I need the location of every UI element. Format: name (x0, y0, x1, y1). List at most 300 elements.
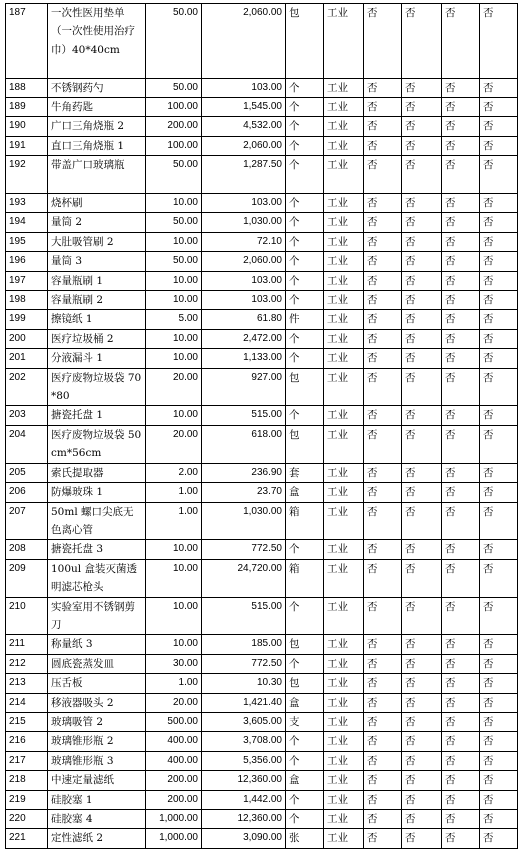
table-row (6, 712, 518, 731)
cell-flag-2: 否 (402, 310, 442, 329)
cell-unit: 套 (286, 463, 324, 482)
cell-unit: 个 (286, 136, 324, 155)
table-row (6, 483, 518, 502)
cell-category: 工业 (324, 117, 364, 136)
cell-unit: 个 (286, 597, 324, 635)
cell-unit: 个 (286, 810, 324, 829)
cell-quantity: 200.00 (146, 117, 202, 136)
cell-amount: 1,287.50 (202, 156, 286, 194)
cell-unit: 个 (286, 194, 324, 213)
cell-amount: 3,708.00 (202, 732, 286, 751)
cell-item-name: 100ul 盒装灭菌透明滤芯枪头 (48, 559, 146, 597)
cell-unit: 包 (286, 674, 324, 693)
cell-flag-3: 否 (442, 463, 480, 482)
cell-flag-3: 否 (442, 98, 480, 117)
cell-quantity: 20.00 (146, 368, 202, 406)
cell-category: 工业 (324, 674, 364, 693)
cell-quantity: 100.00 (146, 98, 202, 117)
cell-flag-1: 否 (364, 194, 402, 213)
cell-amount: 1,133.00 (202, 349, 286, 368)
cell-flag-4: 否 (480, 98, 518, 117)
cell-row-number: 209 (6, 559, 48, 597)
cell-flag-1: 否 (364, 156, 402, 194)
cell-flag-2: 否 (402, 117, 442, 136)
cell-item-name: 防爆玻珠 1 (48, 483, 146, 502)
cell-category: 工业 (324, 194, 364, 213)
cell-flag-4: 否 (480, 194, 518, 213)
cell-flag-1: 否 (364, 751, 402, 770)
cell-item-name: 压舌板 (48, 674, 146, 693)
table-row (6, 559, 518, 597)
cell-item-name: 圆底瓷蒸发皿 (48, 654, 146, 673)
cell-row-number: 211 (6, 635, 48, 654)
cell-item-name: 擦镜纸 1 (48, 310, 146, 329)
cell-flag-2: 否 (402, 156, 442, 194)
cell-amount: 927.00 (202, 368, 286, 406)
table-row (6, 252, 518, 271)
cell-flag-3: 否 (442, 483, 480, 502)
cell-unit: 个 (286, 349, 324, 368)
cell-row-number: 196 (6, 252, 48, 271)
cell-quantity: 100.00 (146, 136, 202, 155)
cell-flag-2: 否 (402, 463, 442, 482)
cell-unit: 包 (286, 425, 324, 463)
cell-flag-3: 否 (442, 654, 480, 673)
cell-flag-4: 否 (480, 790, 518, 809)
cell-item-name: 烧杯刷 (48, 194, 146, 213)
cell-quantity: 1.00 (146, 502, 202, 540)
cell-amount: 515.00 (202, 597, 286, 635)
cell-flag-1: 否 (364, 98, 402, 117)
cell-item-name: 分液漏斗 1 (48, 349, 146, 368)
cell-unit: 个 (286, 78, 324, 97)
cell-flag-3: 否 (442, 425, 480, 463)
cell-flag-2: 否 (402, 502, 442, 540)
cell-flag-1: 否 (364, 635, 402, 654)
cell-item-name: 医疗废物垃圾袋 50cm*56cm (48, 425, 146, 463)
cell-flag-1: 否 (364, 329, 402, 348)
cell-flag-1: 否 (364, 771, 402, 790)
cell-flag-1: 否 (364, 502, 402, 540)
cell-unit: 个 (286, 732, 324, 751)
cell-amount: 1,421.40 (202, 693, 286, 712)
cell-quantity: 10.00 (146, 597, 202, 635)
cell-amount: 515.00 (202, 406, 286, 425)
cell-flag-4: 否 (480, 425, 518, 463)
cell-flag-3: 否 (442, 310, 480, 329)
table-row (6, 674, 518, 693)
cell-item-name: 量筒 2 (48, 213, 146, 232)
cell-category: 工业 (324, 790, 364, 809)
cell-flag-3: 否 (442, 406, 480, 425)
cell-flag-4: 否 (480, 406, 518, 425)
cell-flag-2: 否 (402, 368, 442, 406)
table-row (6, 4, 518, 79)
cell-unit: 箱 (286, 502, 324, 540)
cell-unit: 件 (286, 310, 324, 329)
cell-quantity: 10.00 (146, 271, 202, 290)
cell-flag-2: 否 (402, 810, 442, 829)
cell-flag-4: 否 (480, 674, 518, 693)
cell-unit: 个 (286, 329, 324, 348)
cell-category: 工业 (324, 483, 364, 502)
cell-category: 工业 (324, 349, 364, 368)
cell-flag-2: 否 (402, 98, 442, 117)
cell-row-number: 190 (6, 117, 48, 136)
cell-amount: 12,360.00 (202, 810, 286, 829)
cell-amount: 103.00 (202, 291, 286, 310)
cell-item-name: 玻璃锥形瓶 3 (48, 751, 146, 770)
cell-category: 工业 (324, 4, 364, 79)
table-row (6, 349, 518, 368)
cell-flag-4: 否 (480, 310, 518, 329)
cell-flag-2: 否 (402, 751, 442, 770)
cell-flag-4: 否 (480, 368, 518, 406)
cell-flag-1: 否 (364, 117, 402, 136)
cell-item-name: 带盖广口玻璃瓶 (48, 156, 146, 194)
table-row (6, 329, 518, 348)
cell-flag-1: 否 (364, 406, 402, 425)
cell-flag-2: 否 (402, 232, 442, 251)
cell-flag-1: 否 (364, 829, 402, 848)
cell-quantity: 50.00 (146, 252, 202, 271)
table-row (6, 156, 518, 194)
cell-row-number: 216 (6, 732, 48, 751)
cell-item-name: 玻璃吸管 2 (48, 712, 146, 731)
cell-flag-3: 否 (442, 751, 480, 770)
cell-flag-4: 否 (480, 829, 518, 848)
cell-flag-3: 否 (442, 329, 480, 348)
cell-category: 工业 (324, 597, 364, 635)
cell-amount: 3,605.00 (202, 712, 286, 731)
cell-row-number: 221 (6, 829, 48, 848)
cell-flag-2: 否 (402, 291, 442, 310)
cell-row-number: 195 (6, 232, 48, 251)
cell-category: 工业 (324, 693, 364, 712)
cell-flag-2: 否 (402, 406, 442, 425)
cell-row-number: 204 (6, 425, 48, 463)
cell-quantity: 10.00 (146, 559, 202, 597)
cell-amount: 5,356.00 (202, 751, 286, 770)
cell-unit: 个 (286, 98, 324, 117)
cell-amount: 23.70 (202, 483, 286, 502)
cell-quantity: 10.00 (146, 349, 202, 368)
cell-category: 工业 (324, 810, 364, 829)
cell-flag-4: 否 (480, 559, 518, 597)
cell-unit: 个 (286, 213, 324, 232)
cell-flag-4: 否 (480, 810, 518, 829)
cell-amount: 772.50 (202, 540, 286, 559)
cell-flag-3: 否 (442, 732, 480, 751)
cell-row-number: 218 (6, 771, 48, 790)
cell-quantity: 200.00 (146, 771, 202, 790)
cell-category: 工业 (324, 136, 364, 155)
cell-flag-2: 否 (402, 790, 442, 809)
cell-row-number: 197 (6, 271, 48, 290)
cell-unit: 个 (286, 252, 324, 271)
cell-item-name: 实验室用不锈钢剪刀 (48, 597, 146, 635)
cell-category: 工业 (324, 425, 364, 463)
cell-flag-1: 否 (364, 463, 402, 482)
cell-flag-3: 否 (442, 117, 480, 136)
cell-quantity: 400.00 (146, 751, 202, 770)
cell-category: 工业 (324, 291, 364, 310)
cell-flag-2: 否 (402, 712, 442, 731)
cell-flag-4: 否 (480, 654, 518, 673)
cell-flag-4: 否 (480, 117, 518, 136)
cell-item-name: 医疗废物垃圾袋 70*80 (48, 368, 146, 406)
cell-unit: 个 (286, 117, 324, 136)
cell-flag-4: 否 (480, 751, 518, 770)
table-row (6, 540, 518, 559)
cell-item-name: 中速定量滤纸 (48, 771, 146, 790)
cell-quantity: 30.00 (146, 654, 202, 673)
cell-flag-2: 否 (402, 559, 442, 597)
cell-row-number: 203 (6, 406, 48, 425)
cell-flag-4: 否 (480, 291, 518, 310)
cell-amount: 1,030.00 (202, 502, 286, 540)
cell-row-number: 187 (6, 4, 48, 79)
cell-flag-3: 否 (442, 559, 480, 597)
cell-row-number: 219 (6, 790, 48, 809)
cell-quantity: 200.00 (146, 790, 202, 809)
cell-flag-3: 否 (442, 790, 480, 809)
cell-flag-3: 否 (442, 194, 480, 213)
cell-flag-2: 否 (402, 540, 442, 559)
cell-flag-4: 否 (480, 693, 518, 712)
cell-flag-2: 否 (402, 349, 442, 368)
cell-unit: 张 (286, 829, 324, 848)
cell-item-name: 索氏提取器 (48, 463, 146, 482)
cell-item-name: 大肚吸管刷 2 (48, 232, 146, 251)
cell-unit: 个 (286, 406, 324, 425)
cell-flag-4: 否 (480, 136, 518, 155)
cell-unit: 支 (286, 712, 324, 731)
cell-flag-1: 否 (364, 349, 402, 368)
cell-quantity: 10.00 (146, 232, 202, 251)
cell-row-number: 217 (6, 751, 48, 770)
cell-row-number: 213 (6, 674, 48, 693)
cell-unit: 个 (286, 271, 324, 290)
cell-row-number: 208 (6, 540, 48, 559)
cell-category: 工业 (324, 771, 364, 790)
cell-quantity: 1,000.00 (146, 810, 202, 829)
cell-flag-2: 否 (402, 693, 442, 712)
cell-row-number: 215 (6, 712, 48, 731)
cell-amount: 10.30 (202, 674, 286, 693)
cell-flag-3: 否 (442, 540, 480, 559)
cell-flag-1: 否 (364, 674, 402, 693)
cell-flag-4: 否 (480, 712, 518, 731)
cell-flag-4: 否 (480, 635, 518, 654)
cell-item-name: 玻璃锥形瓶 2 (48, 732, 146, 751)
cell-unit: 个 (286, 654, 324, 673)
cell-quantity: 50.00 (146, 213, 202, 232)
cell-unit: 个 (286, 291, 324, 310)
cell-quantity: 50.00 (146, 78, 202, 97)
cell-category: 工业 (324, 463, 364, 482)
table-row (6, 771, 518, 790)
table-row (6, 368, 518, 406)
cell-unit: 个 (286, 751, 324, 770)
procurement-table (5, 3, 518, 849)
cell-row-number: 205 (6, 463, 48, 482)
cell-flag-2: 否 (402, 597, 442, 635)
cell-category: 工业 (324, 232, 364, 251)
cell-flag-4: 否 (480, 463, 518, 482)
cell-flag-3: 否 (442, 4, 480, 79)
table-row (6, 194, 518, 213)
cell-flag-2: 否 (402, 635, 442, 654)
cell-flag-1: 否 (364, 483, 402, 502)
cell-quantity: 1,000.00 (146, 829, 202, 848)
cell-flag-3: 否 (442, 635, 480, 654)
table-row (6, 291, 518, 310)
cell-amount: 72.10 (202, 232, 286, 251)
cell-category: 工业 (324, 156, 364, 194)
cell-flag-2: 否 (402, 271, 442, 290)
cell-flag-4: 否 (480, 771, 518, 790)
cell-category: 工业 (324, 368, 364, 406)
cell-quantity: 50.00 (146, 4, 202, 79)
cell-flag-2: 否 (402, 252, 442, 271)
cell-flag-1: 否 (364, 271, 402, 290)
cell-row-number: 188 (6, 78, 48, 97)
cell-category: 工业 (324, 635, 364, 654)
cell-category: 工业 (324, 406, 364, 425)
cell-category: 工业 (324, 271, 364, 290)
cell-row-number: 194 (6, 213, 48, 232)
cell-amount: 772.50 (202, 654, 286, 673)
cell-unit: 个 (286, 790, 324, 809)
cell-row-number: 202 (6, 368, 48, 406)
cell-item-name: 硅胶塞 1 (48, 790, 146, 809)
cell-quantity: 10.00 (146, 406, 202, 425)
cell-row-number: 207 (6, 502, 48, 540)
table-row (6, 790, 518, 809)
table-row (6, 597, 518, 635)
cell-quantity: 5.00 (146, 310, 202, 329)
cell-flag-3: 否 (442, 252, 480, 271)
cell-flag-1: 否 (364, 810, 402, 829)
cell-amount: 2,060.00 (202, 4, 286, 79)
cell-flag-3: 否 (442, 291, 480, 310)
cell-flag-1: 否 (364, 693, 402, 712)
cell-flag-3: 否 (442, 213, 480, 232)
cell-flag-1: 否 (364, 310, 402, 329)
cell-item-name: 称量纸 3 (48, 635, 146, 654)
cell-flag-3: 否 (442, 78, 480, 97)
cell-quantity: 400.00 (146, 732, 202, 751)
cell-flag-1: 否 (364, 368, 402, 406)
cell-flag-3: 否 (442, 810, 480, 829)
cell-row-number: 220 (6, 810, 48, 829)
cell-flag-2: 否 (402, 78, 442, 97)
cell-category: 工业 (324, 829, 364, 848)
cell-flag-4: 否 (480, 232, 518, 251)
cell-amount: 4,532.00 (202, 117, 286, 136)
cell-item-name: 广口三角烧瓶 2 (48, 117, 146, 136)
cell-category: 工业 (324, 252, 364, 271)
cell-category: 工业 (324, 213, 364, 232)
cell-quantity: 2.00 (146, 463, 202, 482)
cell-quantity: 10.00 (146, 194, 202, 213)
cell-category: 工业 (324, 559, 364, 597)
cell-flag-1: 否 (364, 425, 402, 463)
cell-quantity: 10.00 (146, 540, 202, 559)
cell-row-number: 193 (6, 194, 48, 213)
cell-row-number: 201 (6, 349, 48, 368)
cell-flag-3: 否 (442, 771, 480, 790)
cell-flag-3: 否 (442, 349, 480, 368)
cell-quantity: 20.00 (146, 425, 202, 463)
cell-amount: 1,030.00 (202, 213, 286, 232)
cell-item-name: 定性滤纸 2 (48, 829, 146, 848)
table-row (6, 78, 518, 97)
cell-flag-3: 否 (442, 156, 480, 194)
cell-row-number: 192 (6, 156, 48, 194)
cell-flag-3: 否 (442, 502, 480, 540)
cell-flag-2: 否 (402, 674, 442, 693)
cell-flag-1: 否 (364, 78, 402, 97)
cell-quantity: 20.00 (146, 693, 202, 712)
cell-amount: 103.00 (202, 194, 286, 213)
cell-flag-2: 否 (402, 483, 442, 502)
table-row (6, 635, 518, 654)
cell-flag-1: 否 (364, 232, 402, 251)
cell-amount: 2,472.00 (202, 329, 286, 348)
cell-flag-1: 否 (364, 790, 402, 809)
cell-amount: 12,360.00 (202, 771, 286, 790)
cell-flag-4: 否 (480, 156, 518, 194)
cell-item-name: 牛角药匙 (48, 98, 146, 117)
cell-quantity: 1.00 (146, 674, 202, 693)
cell-item-name: 容量瓶刷 2 (48, 291, 146, 310)
cell-flag-1: 否 (364, 559, 402, 597)
cell-item-name: 容量瓶刷 1 (48, 271, 146, 290)
cell-row-number: 200 (6, 329, 48, 348)
table-row (6, 98, 518, 117)
cell-flag-4: 否 (480, 252, 518, 271)
cell-item-name: 移液器吸头 2 (48, 693, 146, 712)
cell-flag-2: 否 (402, 829, 442, 848)
cell-unit: 个 (286, 540, 324, 559)
cell-flag-4: 否 (480, 78, 518, 97)
cell-flag-2: 否 (402, 654, 442, 673)
cell-flag-1: 否 (364, 732, 402, 751)
cell-flag-4: 否 (480, 271, 518, 290)
cell-flag-4: 否 (480, 4, 518, 79)
table-row (6, 271, 518, 290)
cell-flag-1: 否 (364, 4, 402, 79)
cell-flag-4: 否 (480, 349, 518, 368)
cell-category: 工业 (324, 732, 364, 751)
cell-item-name: 直口三角烧瓶 1 (48, 136, 146, 155)
cell-amount: 103.00 (202, 271, 286, 290)
cell-amount: 2,060.00 (202, 136, 286, 155)
table-row (6, 751, 518, 770)
cell-category: 工业 (324, 310, 364, 329)
cell-unit: 箱 (286, 559, 324, 597)
cell-flag-1: 否 (364, 291, 402, 310)
cell-flag-4: 否 (480, 597, 518, 635)
cell-unit: 个 (286, 232, 324, 251)
cell-flag-4: 否 (480, 502, 518, 540)
cell-unit: 包 (286, 635, 324, 654)
cell-row-number: 212 (6, 654, 48, 673)
cell-row-number: 199 (6, 310, 48, 329)
cell-amount: 236.90 (202, 463, 286, 482)
